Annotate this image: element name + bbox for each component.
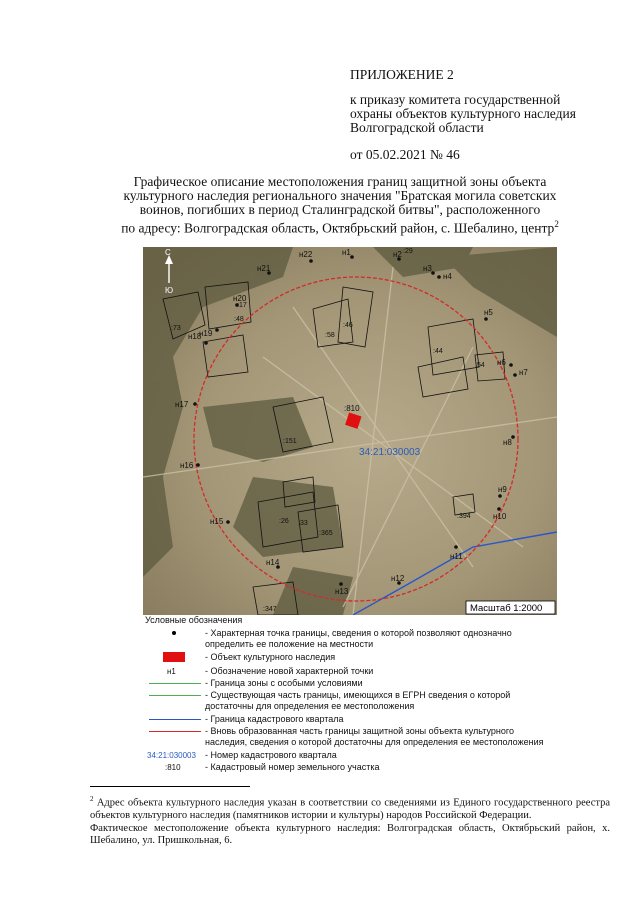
boundary-point-label: н14	[266, 558, 280, 567]
boundary-point-label: н22	[299, 250, 313, 259]
parcel-number-symbol	[145, 762, 205, 773]
boundary-point-label: н21	[257, 264, 271, 273]
boundary-point-label: н3	[423, 264, 432, 273]
order-line: охраны объектов культурного наследия	[350, 106, 576, 121]
parcel-label: :394	[457, 513, 471, 520]
object-symbol	[145, 652, 205, 663]
scale-box	[466, 601, 555, 614]
red-line-symbol	[145, 726, 205, 737]
order-line: Волгоградской области	[350, 120, 484, 135]
boundary-point	[309, 259, 313, 263]
boundary-point	[498, 494, 502, 498]
boundary-point	[339, 582, 343, 586]
boundary-point	[226, 520, 230, 524]
parcel-label: :48	[234, 316, 244, 323]
boundary-point-label: н9	[498, 485, 507, 494]
boundary-point-label: н15	[210, 517, 224, 526]
scale-label: Масштаб 1:2000	[470, 603, 543, 614]
green-line-symbol	[145, 690, 205, 701]
title-line	[70, 217, 610, 236]
boundary-point	[193, 402, 197, 406]
boundary-point-label: н4	[443, 272, 452, 281]
north-label: С	[165, 248, 171, 257]
boundary-point-label: н8	[503, 438, 512, 447]
order-reference	[350, 93, 610, 135]
parcel-label: :365	[319, 530, 333, 537]
boundary-point-label: н12	[391, 574, 405, 583]
order-line: к приказу комитета государственной	[350, 92, 561, 107]
legend-text: - Номер кадастрового квартала	[205, 750, 337, 760]
legend-point-label: н1	[167, 667, 176, 676]
footnote-text-2: Фактическое местоположение объекта культурного наследия: Волгоградская область, Октябрьский район, х. Шебалино, ул. Пришкольная, 6.	[90, 822, 610, 846]
object-parcel-label: :810	[344, 404, 360, 413]
legend-quarter-label: 34:21:030003	[147, 751, 196, 760]
parcel-label: :347	[263, 606, 277, 613]
boundary-point	[484, 317, 488, 321]
parcel-label: :26	[279, 518, 289, 525]
parcel-label: :58	[325, 332, 335, 339]
parcel-label: :46	[343, 322, 353, 329]
quarter-number-symbol	[145, 750, 205, 761]
boundary-point	[196, 463, 200, 467]
boundary-point-label: н18	[188, 332, 202, 341]
parcel-label: :44	[433, 348, 443, 355]
boundary-point	[509, 363, 513, 367]
boundary-point-label: н2	[393, 250, 402, 259]
boundary-point	[437, 275, 441, 279]
south-label: Ю	[165, 286, 174, 295]
boundary-point-label: н19	[199, 329, 213, 338]
legend-text: - Существующая часть границы, имеющихся в ЕГРН сведения о которой достаточны для определения ее местоположения	[205, 690, 511, 711]
legend-text: - Кадастровый номер земельного участка	[205, 762, 380, 772]
satellite-map[interactable]	[143, 247, 557, 615]
footnote-text: Адрес объекта культурного наследия указан в соответствии со сведениями из Единого государственного реестра объектов культурного наследия (памятников истории и культуры) народов Российской Федерации.	[90, 797, 610, 821]
boundary-point-label: н10	[493, 512, 507, 521]
boundary-point	[497, 507, 501, 511]
blue-line-symbol	[145, 714, 205, 725]
legend-text: - Обозначение новой характерной точки	[205, 666, 374, 676]
parcel-label: :17	[237, 302, 247, 309]
appendix-heading: ПРИЛОЖЕНИЕ 2	[350, 67, 454, 82]
order-date: от 05.02.2021 № 46	[350, 147, 460, 162]
legend-text: - Граница зоны с особыми условиями	[205, 678, 363, 688]
boundary-point	[215, 328, 219, 332]
legend-text: - Вновь образованная часть границы защитной зоны объекта культурного наследия, сведения о которой достаточны для определения ее местоположения	[205, 726, 544, 747]
quarter-number-label: 34:21:030003	[359, 447, 421, 458]
legend-title: Условные обозначения	[145, 615, 243, 625]
footnote-divider	[90, 786, 250, 787]
title-line-text: по адресу: Волгоградская область, Октябрьский район, с. Шебалино, центр	[121, 220, 555, 236]
footnote-mark: 2	[90, 795, 94, 803]
boundary-point	[454, 545, 458, 549]
boundary-point	[204, 341, 208, 345]
boundary-point-label: н11	[450, 552, 463, 561]
title-line: культурного наследия регионального значения "Братская могила советских	[123, 188, 557, 203]
boundary-point-label: н17	[175, 400, 189, 409]
boundary-point-label: н13	[335, 587, 349, 596]
boundary-point-label: н5	[484, 308, 493, 317]
title-line: воинов, погибших в период Сталинградской битвы", расположенного	[139, 202, 541, 217]
point-label-symbol	[145, 666, 205, 677]
parcel-label: :54	[475, 362, 485, 369]
boundary-point-label: н7	[519, 368, 528, 377]
boundary-point-label: н16	[180, 461, 194, 470]
parcel-label: :73	[171, 325, 181, 332]
parcel-label: :33	[298, 520, 308, 527]
dot-symbol	[145, 628, 205, 639]
legend-text: - Объект культурного наследия	[205, 652, 336, 662]
parcel-label: :29	[403, 248, 413, 255]
parcel-label: :151	[283, 438, 297, 445]
boundary-point-label: н20	[233, 294, 247, 303]
legend-text: - Граница кадастрового квартала	[205, 714, 344, 724]
legend-text: - Характерная точка границы, сведения о которой позволяют однозначно определить ее положение на местности	[205, 628, 512, 649]
green-line-symbol	[145, 678, 205, 689]
legend-parcel-label: :810	[165, 763, 181, 772]
footnote	[90, 793, 610, 848]
boundary-point-label: н1	[342, 248, 351, 257]
document-title	[70, 175, 610, 236]
boundary-point	[513, 373, 517, 377]
title-line: Графическое описание местоположения границ защитной зоны объекта	[133, 174, 547, 189]
footnote-ref: 2	[554, 219, 559, 229]
boundary-point-label: н6	[497, 358, 506, 367]
